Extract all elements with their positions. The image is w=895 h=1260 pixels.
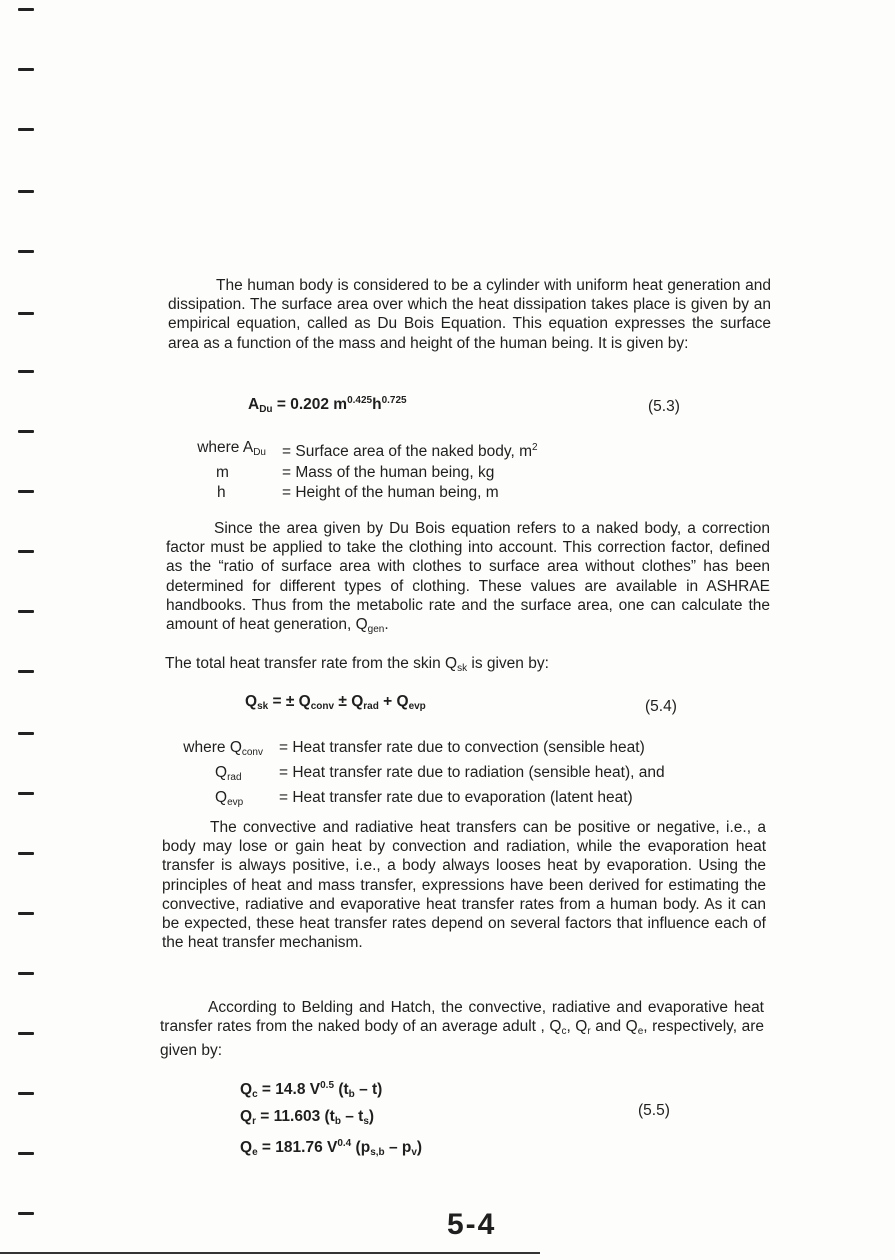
punch-mark	[18, 1212, 34, 1215]
definition-row: where $A_{Du}$ = Surface area of the naked body, $m^2$	[197, 439, 538, 460]
punch-mark	[18, 128, 34, 131]
punch-mark	[18, 490, 34, 493]
punch-mark	[18, 370, 34, 373]
punch-mark	[18, 972, 34, 975]
punch-mark	[18, 610, 34, 613]
paragraph-du-bois-intro: The human body is considered to be a cylinder with uniform heat generation and dissipation. The surface area over which the heat dissipation takes place is given by an empirical equation, called as Du Bois Equation. This equation expresses the surface area as a function of the mass and height of the human being. It is given by:	[168, 277, 771, 352]
equation-number-5-3: (5.3)	[648, 398, 680, 415]
paragraph-correction-factor: Since the area given by Du Bois equation refers to a naked body, a correction factor must be applied to take the clothing into account. This correction factor, defined as the “ratio of surface area with clothes to surface area without clothes” has been determined for different types of clothing. These values are available in ASHRAE handbooks. Thus from the metabolic rate and the surface area, one can calculate the amount of heat generation, $Q_{gen}$.	[166, 520, 770, 636]
du-bois-variable-definitions	[166, 438, 538, 503]
paragraph-belding-hatch: According to Belding and Hatch, the convective, radiative and evaporative heat transfer rates from the naked body of an average adult , $Q_c$, $Q_r$ and $Q_e$, respectively, are given by:	[160, 999, 765, 1060]
paragraph-total-heat-transfer: The total heat transfer rate from the skin $Q_{sk}$ is given by:	[165, 655, 549, 674]
punch-mark	[18, 1032, 34, 1035]
skin-heat-transfer-definitions	[163, 738, 665, 813]
punch-mark	[18, 670, 34, 673]
punch-mark	[18, 852, 34, 855]
equation-number-5-4: (5.4)	[645, 698, 677, 715]
punch-mark	[18, 190, 34, 193]
definition-row: $Q_{rad}$ = Heat transfer rate due to radiation (sensible heat), and	[215, 764, 665, 783]
punch-mark	[18, 250, 34, 253]
punch-mark	[18, 912, 34, 915]
paragraph-convective-radiative: The convective and radiative heat transfers can be positive or negative, i.e., a body may lose or gain heat by convection and radiation, while the evaporation heat transfer is always positive, i.e., a body always looses heat by evaporation. Using the principles of heat and mass transfer, expressions have been derived for estimating the convective, radiative and evaporative heat transfer rates from a human body. As it can be expected, these heat transfer rates depend on several factors that influence each of the heat transfer mechanism.	[162, 819, 766, 952]
equation-number-5-5: (5.5)	[638, 1102, 670, 1119]
equation-skin-heat-transfer: $Q_{sk}$ = ± $Q_{conv} \pm Q_{rad} + Q_{evp}$	[245, 693, 426, 712]
equation-qr: $Q_r = 11.603$ $(t_b - t_s)$	[240, 1108, 375, 1127]
punch-mark	[18, 1092, 34, 1095]
equation-belding-hatch	[240, 1075, 422, 1164]
punch-mark	[18, 792, 34, 795]
punch-mark	[18, 8, 34, 11]
punch-mark	[18, 1152, 34, 1155]
equation-du-bois: $A_{Du} = 0.202$ $m^{0.425}h^{0.725}$	[248, 395, 407, 415]
punch-mark	[18, 732, 34, 735]
definition-row: $Q_{evp}$ = Heat transfer rate due to evaporation (latent heat)	[215, 789, 633, 808]
punch-mark	[18, 430, 34, 433]
definition-row: where $Q_{conv}$ = Heat transfer rate due to convection (sensible heat)	[183, 739, 645, 758]
equation-qe: $Q_e = 181.76$ $V^{0.4}$ $(p_{s,b} - p_v)$	[240, 1138, 423, 1158]
page-number: 5-4	[447, 1208, 497, 1241]
punch-mark	[18, 312, 34, 315]
bottom-rule	[0, 1252, 540, 1254]
definition-row: m = Mass of the human being, kg	[216, 464, 495, 481]
definition-row: h = Height of the human being, m	[217, 484, 499, 501]
equation-qc: $Q_c = 14.8$ $V^{0.5}$ $(t_b - t)$	[240, 1080, 383, 1100]
punch-mark	[18, 550, 34, 553]
punch-mark	[18, 68, 34, 71]
